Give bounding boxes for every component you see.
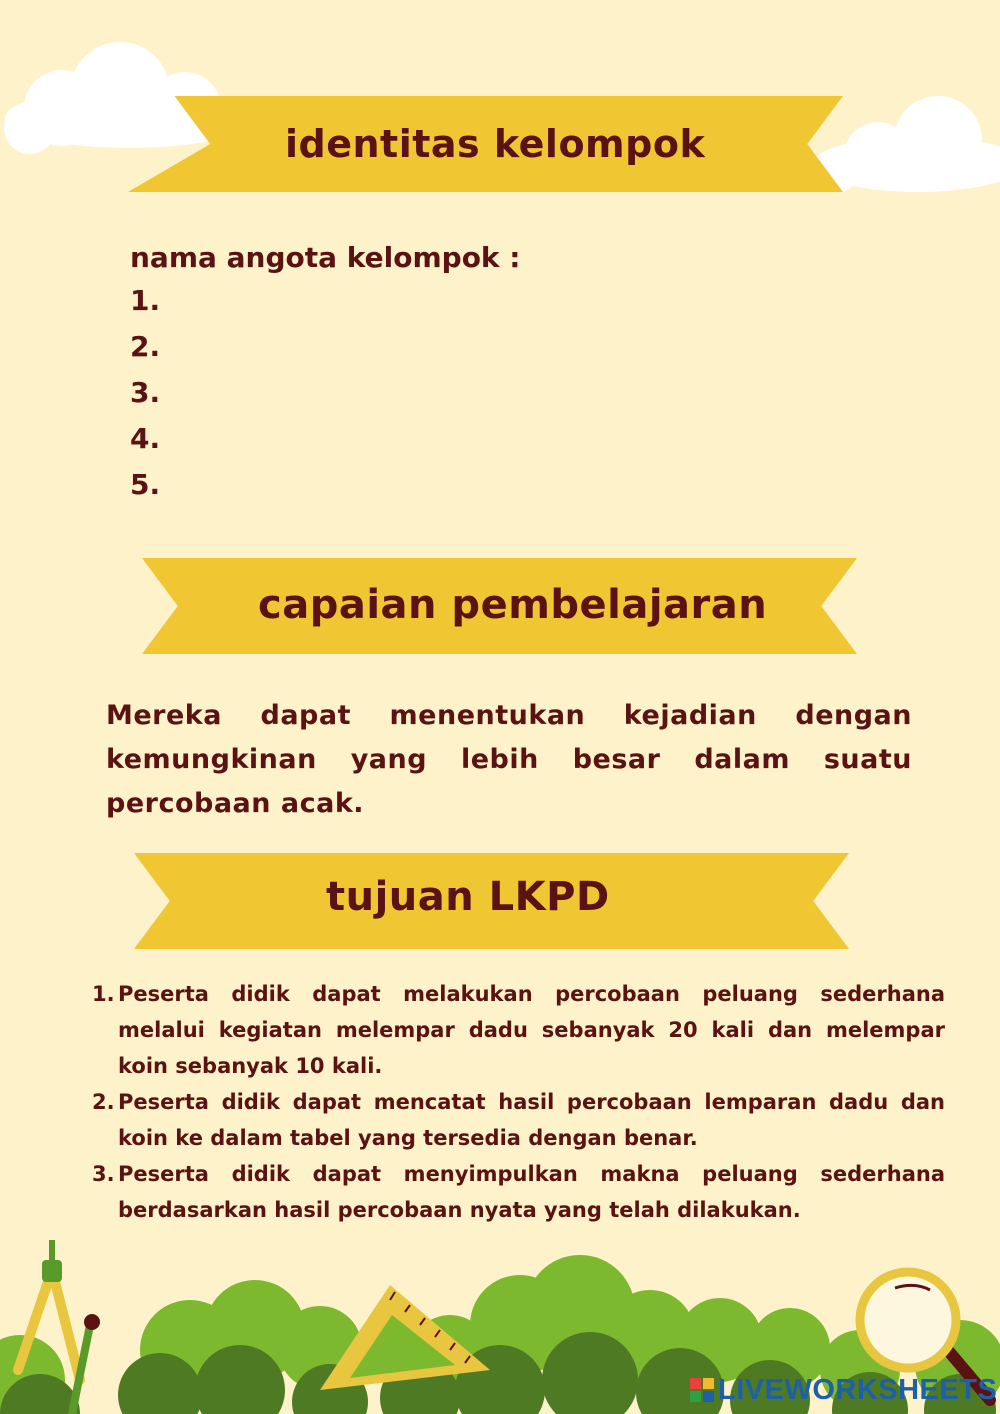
cloud-right-icon [808, 96, 1000, 196]
objective-text: Peserta didik dapat menyimpulkan makna peluang sederhana berdasarkan hasil percobaan nyata yang telah dilakukan. [118, 1162, 945, 1222]
learning-outcome-title: capaian pembelajaran [258, 582, 768, 628]
objective-item [92, 1156, 945, 1228]
objective-item [92, 1084, 945, 1156]
identity-title: identitas kelompok [285, 122, 706, 166]
member-number: 5. [130, 468, 161, 501]
objective-text: Peserta didik dapat mencatat hasil percobaan lemparan dadu dan koin ke dalam tabel yang tersedia dengan benar. [118, 1090, 945, 1150]
member-number: 2. [130, 330, 161, 363]
objective-number: 2. [92, 1090, 115, 1114]
members-label: nama angota kelompok : [130, 241, 521, 274]
objective-text: Peserta didik dapat melakukan percobaan peluang sederhana melalui kegiatan melempar dadu sebanyak 20 kali dan melempar koin sebanyak 10 kali. [118, 982, 945, 1078]
objectives-title: tujuan LKPD [326, 874, 610, 920]
members-list [130, 238, 521, 508]
objective-item [92, 976, 945, 1084]
objectives-list [92, 976, 945, 1228]
learning-outcome-text: Mereka dapat menentukan kejadian dengan kemungkinan yang lebih besar dalam suatu percobaan acak. [106, 700, 912, 819]
objective-number: 3. [92, 1162, 115, 1186]
member-number: 3. [130, 376, 161, 409]
member-number: 4. [130, 422, 161, 455]
liveworksheets-logo [690, 1372, 997, 1408]
liveworksheets-logo-icon [690, 1378, 714, 1402]
objective-number: 1. [92, 982, 115, 1006]
member-number: 1. [130, 284, 161, 317]
watermark-text: LIVEWORKSHEETS [718, 1374, 998, 1406]
